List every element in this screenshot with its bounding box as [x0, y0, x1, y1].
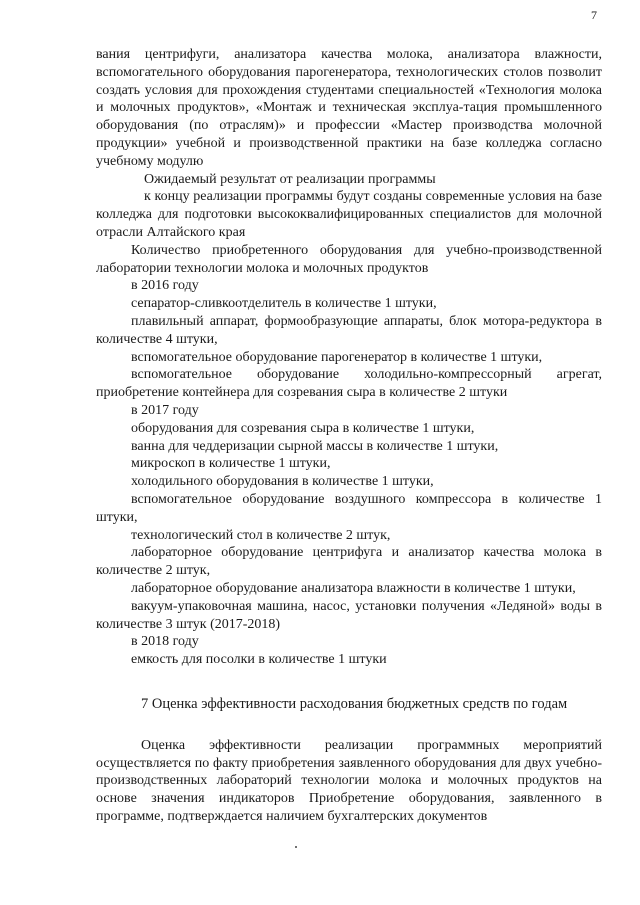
list-item: холодильного оборудования в количестве 1 штуки,: [131, 474, 434, 490]
paragraph-intro: вания центрифуги, анализатора качества молока, анализатора влажности, вспомогательного оборудования парогенератора, технологических столов позволит создать условия для прохождения студентами специальностей «Технология молока и молочных продуктов», «Монтаж и техническая эксплуа-тация промышленного оборудования (по отраслям)» и профессии «Мастер производства молочной продукции» учебной и производственной практики на базе колледжа согласно учебному модулю: [96, 47, 602, 169]
year-2016-label: в 2016 году: [131, 278, 199, 294]
list-item: лабораторное оборудование анализатора влажности в количестве 1 штуки,: [131, 580, 576, 596]
list-item: микроскоп в количестве 1 штуки,: [131, 456, 331, 472]
list-item: вспомогательное оборудование воздушного компрессора в количестве 1 штуки,: [96, 491, 602, 525]
list-item: емкость для посолки в количестве 1 штуки: [131, 652, 387, 668]
year-2017-label: в 2017 году: [131, 402, 199, 418]
page-number: 7: [591, 8, 597, 22]
scan-speck: [295, 846, 297, 848]
list-item: вакуум-упаковочная машина, насос, установки получения «Ледяной» воды в количестве 3 штук (2017-2018): [96, 598, 602, 632]
document-body: [96, 46, 602, 826]
year-2018-label: в 2018 году: [131, 634, 199, 650]
list-item: технологический стол в количестве 2 штук,: [131, 527, 391, 543]
list-item: лабораторное оборудование центрифуга и анализатор качества молока в количестве 2 штук,: [96, 545, 602, 579]
section-heading: 7 Оценка эффективности расходования бюджетных средств по годам: [141, 695, 568, 712]
list-item: вспомогательное оборудование парогенератор в количестве 1 штуки,: [131, 349, 543, 365]
list-item: плавильный аппарат, формообразующие аппараты, блок моторa-редуктора в количестве 4 штуки,: [96, 313, 602, 347]
list-item: вспомогательное оборудование холодильно-компрессорный агрегат, приобретение контейнера для созревания сыра в количестве 2 штуки: [96, 367, 602, 401]
paragraph-equipment-count: Количество приобретенного оборудования для учебно-производственной лаборатории технологии молока и молочных продуктов: [96, 242, 602, 276]
paragraph-evaluation: Оценка эффективности реализации программных мероприятий осуществляется по факту приобретения заявленного оборудования для двух учебно-производственных лабораторий технологии молока и молочных продуктов на основе значения индикаторов Приобретение оборудования, заявленного в программе, подтверждается наличием бухгалтерских документов: [96, 737, 602, 825]
list-item: сепаратор-сливкоотделитель в количестве 1 штуки,: [131, 296, 437, 312]
list-item: ванна для чеддеризации сырной массы в количестве 1 штуки,: [131, 438, 499, 454]
paragraph-expected-result: к концу реализации программы будут созданы современные условия на базе колледжа для подготовки высококвалифицированных специалистов для молочной отрасли Алтайского края: [96, 189, 602, 240]
paragraph-expected-result-heading: Ожидаемый результат от реализации программы: [144, 171, 436, 187]
list-item: оборудования для созревания сыра в количестве 1 штуки,: [131, 420, 475, 436]
